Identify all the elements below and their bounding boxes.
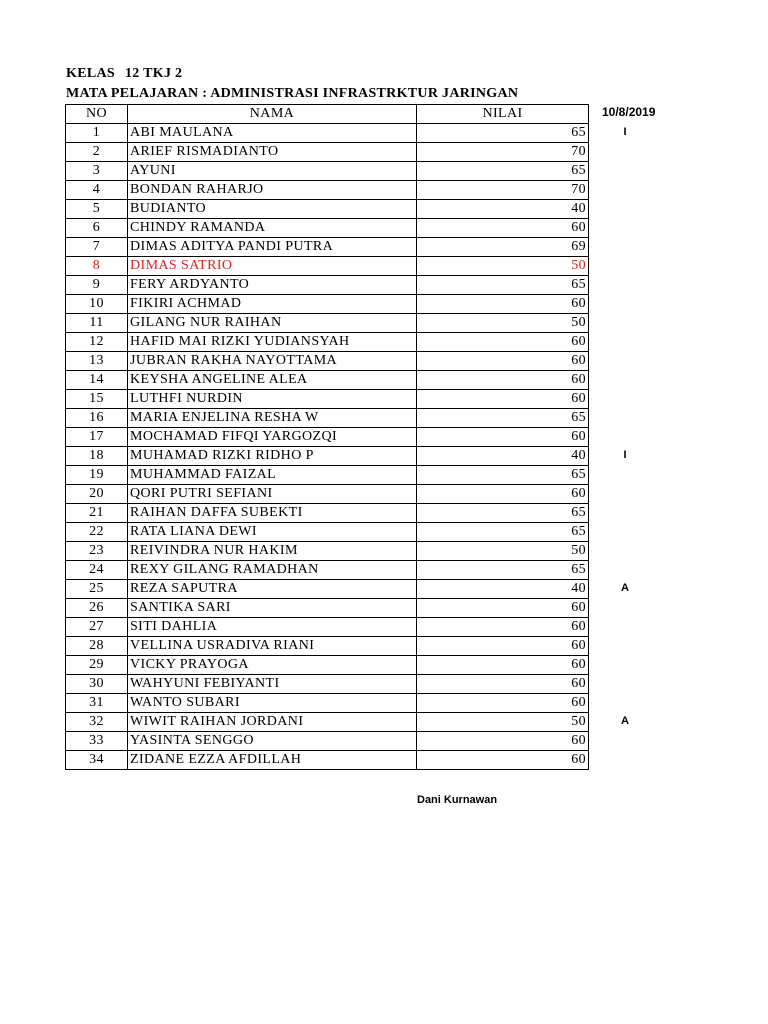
- student-name: BUDIANTO: [128, 200, 417, 219]
- student-name: RATA LIANA DEWI: [128, 523, 417, 542]
- row-number: 28: [66, 637, 128, 656]
- table-row: [66, 162, 589, 181]
- student-score: 40: [417, 447, 589, 466]
- student-score: 60: [417, 371, 589, 390]
- table-row: [66, 219, 589, 238]
- student-score: 65: [417, 124, 589, 143]
- attendance-mark: [590, 598, 660, 617]
- row-number: 20: [66, 485, 128, 504]
- row-number: 13: [66, 352, 128, 371]
- attendance-mark: A: [621, 715, 629, 727]
- row-number: 11: [66, 314, 128, 333]
- student-score: 60: [417, 485, 589, 504]
- table-row: [66, 143, 589, 162]
- student-name: FIKIRI ACHMAD: [128, 295, 417, 314]
- student-name: SANTIKA SARI: [128, 599, 417, 618]
- student-score: 50: [417, 257, 589, 276]
- student-score: 65: [417, 504, 589, 523]
- table-row: [66, 656, 589, 675]
- table-row: [66, 732, 589, 751]
- row-number: 27: [66, 618, 128, 637]
- row-number: 3: [66, 162, 128, 181]
- table-row: [66, 523, 589, 542]
- table-row: [66, 751, 589, 770]
- attendance-mark: I: [623, 126, 627, 138]
- student-name: CHINDY RAMANDA: [128, 219, 417, 238]
- student-name: MOCHAMAD FIFQI YARGOZQI: [128, 428, 417, 447]
- student-score: 60: [417, 751, 589, 770]
- attendance-mark: [590, 674, 660, 693]
- row-number: 23: [66, 542, 128, 561]
- table-row: [66, 447, 589, 466]
- row-number: 7: [66, 238, 128, 257]
- row-number: 16: [66, 409, 128, 428]
- attendance-mark: [590, 655, 660, 674]
- student-score: 40: [417, 200, 589, 219]
- table-row: [66, 200, 589, 219]
- row-number: 15: [66, 390, 128, 409]
- row-number: 14: [66, 371, 128, 390]
- student-name: FERY ARDYANTO: [128, 276, 417, 295]
- row-number: 9: [66, 276, 128, 295]
- student-name: RAIHAN DAFFA SUBEKTI: [128, 504, 417, 523]
- student-name: WIWIT RAIHAN JORDANI: [128, 713, 417, 732]
- attendance-mark: [590, 275, 660, 294]
- student-score: 69: [417, 238, 589, 257]
- student-name: REZA SAPUTRA: [128, 580, 417, 599]
- student-score: 60: [417, 333, 589, 352]
- attendance-mark: [590, 256, 660, 275]
- table-row: [66, 257, 589, 276]
- student-score: 60: [417, 675, 589, 694]
- row-number: 19: [66, 466, 128, 485]
- student-score: 50: [417, 314, 589, 333]
- table-row: [66, 181, 589, 200]
- row-number: 33: [66, 732, 128, 751]
- table-row: [66, 352, 589, 371]
- attendance-mark: [590, 617, 660, 636]
- teacher-signature: Dani Kurnawan: [417, 794, 498, 806]
- row-number: 4: [66, 181, 128, 200]
- row-number: 32: [66, 713, 128, 732]
- table-row: [66, 618, 589, 637]
- student-score: 70: [417, 181, 589, 200]
- attendance-mark: [590, 218, 660, 237]
- row-number: 6: [66, 219, 128, 238]
- table-row: [66, 637, 589, 656]
- row-number: 25: [66, 580, 128, 599]
- attendance-mark: [590, 560, 660, 579]
- row-number: 10: [66, 295, 128, 314]
- student-score: 60: [417, 295, 589, 314]
- student-name: JUBRAN RAKHA NAYOTTAMA: [128, 352, 417, 371]
- student-score: 65: [417, 466, 589, 485]
- student-name: VICKY PRAYOGA: [128, 656, 417, 675]
- student-name: BONDAN RAHARJO: [128, 181, 417, 200]
- attendance-mark: [590, 636, 660, 655]
- row-number: 17: [66, 428, 128, 447]
- student-score: 60: [417, 656, 589, 675]
- attendance-mark: [590, 161, 660, 180]
- class-label: KELAS: [66, 66, 115, 81]
- student-score: 65: [417, 276, 589, 295]
- student-name: ARIEF RISMADIANTO: [128, 143, 417, 162]
- student-name: YASINTA SENGGO: [128, 732, 417, 751]
- row-number: 26: [66, 599, 128, 618]
- student-name: HAFID MAI RIZKI YUDIANSYAH: [128, 333, 417, 352]
- student-score: 60: [417, 637, 589, 656]
- student-score: 60: [417, 732, 589, 751]
- attendance-mark: [590, 522, 660, 541]
- attendance-mark: [590, 313, 660, 332]
- row-number: 31: [66, 694, 128, 713]
- student-score: 40: [417, 580, 589, 599]
- table-row: [66, 713, 589, 732]
- attendance-mark: A: [621, 582, 629, 594]
- attendance-mark: [590, 408, 660, 427]
- attendance-mark: [590, 332, 660, 351]
- table-row: [66, 599, 589, 618]
- student-score: 60: [417, 428, 589, 447]
- column-header-no: NO: [66, 105, 128, 124]
- student-name: ZIDANE EZZA AFDILLAH: [128, 751, 417, 770]
- attendance-mark: [590, 541, 660, 560]
- attendance-marks-column: [590, 123, 660, 769]
- student-score: 50: [417, 713, 589, 732]
- student-name: SITI DAHLIA: [128, 618, 417, 637]
- column-header-name: NAMA: [128, 105, 417, 124]
- student-score: 70: [417, 143, 589, 162]
- student-name: LUTHFI NURDIN: [128, 390, 417, 409]
- table-row: [66, 390, 589, 409]
- student-name: VELLINA USRADIVA RIANI: [128, 637, 417, 656]
- attendance-mark: [590, 484, 660, 503]
- student-name: ABI MAULANA: [128, 124, 417, 143]
- student-score: 65: [417, 561, 589, 580]
- table-row: [66, 675, 589, 694]
- student-name: DIMAS ADITYA PANDI PUTRA: [128, 238, 417, 257]
- student-score: 60: [417, 219, 589, 238]
- student-name: AYUNI: [128, 162, 417, 181]
- attendance-mark: [590, 389, 660, 408]
- student-name: MUHAMAD RIZKI RIDHO P: [128, 447, 417, 466]
- student-score: 60: [417, 599, 589, 618]
- table-row: [66, 561, 589, 580]
- table-row: [66, 542, 589, 561]
- attendance-mark: [590, 427, 660, 446]
- row-number: 5: [66, 200, 128, 219]
- student-score: 65: [417, 162, 589, 181]
- table-row: [66, 428, 589, 447]
- student-score: 60: [417, 352, 589, 371]
- table-row: [66, 314, 589, 333]
- class-heading: [66, 66, 182, 82]
- row-number: 30: [66, 675, 128, 694]
- attendance-mark: [590, 142, 660, 161]
- student-name: MARIA ENJELINA RESHA W: [128, 409, 417, 428]
- table-row: [66, 466, 589, 485]
- table-row: [66, 694, 589, 713]
- student-score: 60: [417, 694, 589, 713]
- table-row: [66, 504, 589, 523]
- attendance-mark: [590, 294, 660, 313]
- attendance-mark: [590, 731, 660, 750]
- student-name: KEYSHA ANGELINE ALEA: [128, 371, 417, 390]
- table-row: [66, 238, 589, 257]
- attendance-mark: [590, 351, 660, 370]
- row-number: 22: [66, 523, 128, 542]
- table-header-row: [66, 105, 589, 124]
- row-number: 18: [66, 447, 128, 466]
- student-score: 60: [417, 618, 589, 637]
- date-label: 10/8/2019: [602, 105, 656, 119]
- table-row: [66, 276, 589, 295]
- student-score: 65: [417, 523, 589, 542]
- grades-table: [65, 104, 589, 770]
- attendance-mark: [590, 750, 660, 769]
- student-score: 65: [417, 409, 589, 428]
- row-number: 34: [66, 751, 128, 770]
- student-name: GILANG NUR RAIHAN: [128, 314, 417, 333]
- row-number: 29: [66, 656, 128, 675]
- table-row: [66, 295, 589, 314]
- attendance-mark: [590, 465, 660, 484]
- subject-heading: MATA PELAJARAN : ADMINISTRASI INFRASTRKTUR JARINGAN: [66, 86, 519, 101]
- attendance-mark: [590, 199, 660, 218]
- student-name: MUHAMMAD FAIZAL: [128, 466, 417, 485]
- student-score: 60: [417, 390, 589, 409]
- student-name: REIVINDRA NUR HAKIM: [128, 542, 417, 561]
- row-number: 24: [66, 561, 128, 580]
- attendance-mark: [590, 237, 660, 256]
- student-score: 50: [417, 542, 589, 561]
- student-name: WAHYUNI FEBIYANTI: [128, 675, 417, 694]
- attendance-mark: [590, 180, 660, 199]
- row-number: 8: [66, 257, 128, 276]
- student-name: DIMAS SATRIO: [128, 257, 417, 276]
- table-row: [66, 371, 589, 390]
- attendance-mark: I: [623, 449, 627, 461]
- student-name: REXY GILANG RAMADHAN: [128, 561, 417, 580]
- attendance-mark: [590, 503, 660, 522]
- attendance-mark: [590, 370, 660, 389]
- table-row: [66, 580, 589, 599]
- column-header-score: NILAI: [417, 105, 589, 124]
- row-number: 2: [66, 143, 128, 162]
- table-row: [66, 409, 589, 428]
- attendance-mark: [590, 693, 660, 712]
- class-value: 12 TKJ 2: [124, 66, 183, 81]
- table-row: [66, 124, 589, 143]
- row-number: 1: [66, 124, 128, 143]
- table-row: [66, 485, 589, 504]
- student-name: QORI PUTRI SEFIANI: [128, 485, 417, 504]
- student-name: WANTO SUBARI: [128, 694, 417, 713]
- row-number: 12: [66, 333, 128, 352]
- row-number: 21: [66, 504, 128, 523]
- table-row: [66, 333, 589, 352]
